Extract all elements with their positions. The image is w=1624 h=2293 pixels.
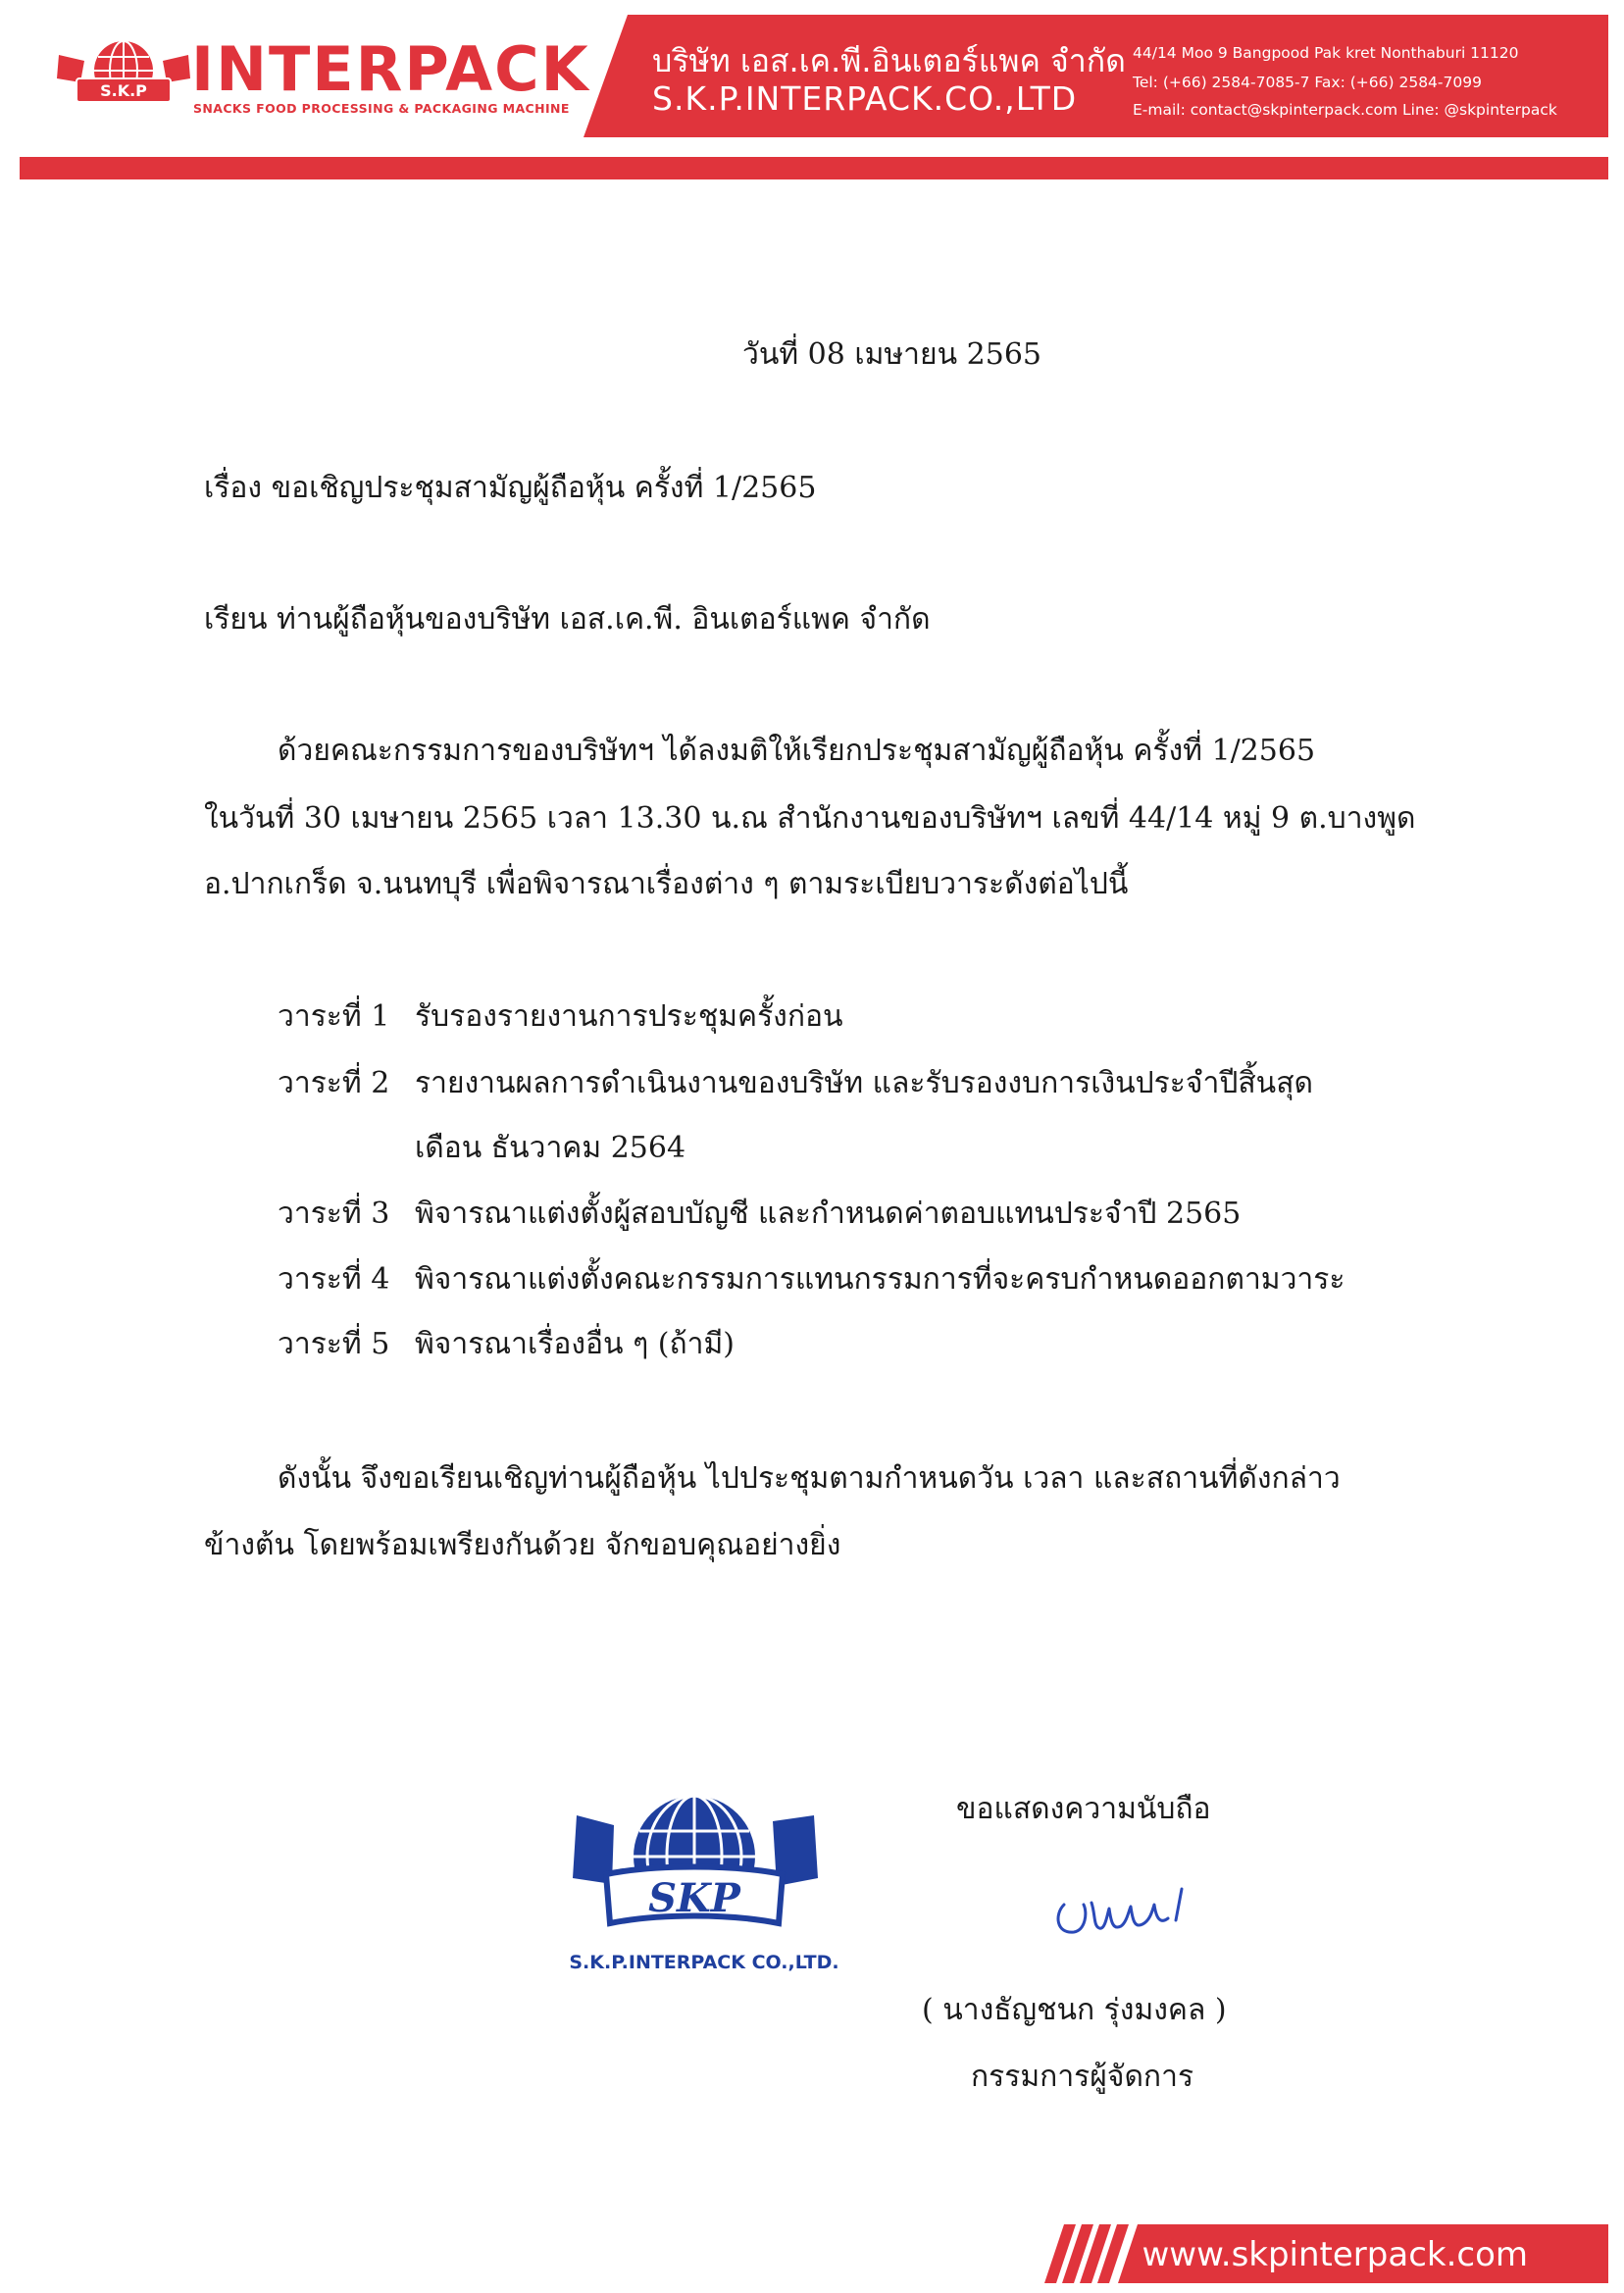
letter-date: วันที่ 08 เมษายน 2565 xyxy=(742,337,1041,372)
intro-line: ด้วยคณะกรรมการของบริษัทฯ ได้ลงมติให้เรียกประชุมสามัญผู้ถือหุ้น ครั้งที่ 1/2565 xyxy=(278,734,1316,768)
company-phone-fax: Tel: (+66) 2584-7085-7 Fax: (+66) 2584-7099 xyxy=(1133,74,1482,91)
company-logo-mark xyxy=(55,35,192,116)
signer-name: ( นางธัญชนก รุ่งมงคล ) xyxy=(922,1993,1227,2027)
handwritten-signature xyxy=(1044,1875,1221,1954)
agenda-item-text-continued: เดือน ธันวาคม 2564 xyxy=(415,1131,686,1165)
company-address: 44/14 Moo 9 Bangpood Pak kret Nonthaburi 11120 xyxy=(1133,44,1519,62)
letter-subject: เรื่อง ขอเชิญประชุมสามัญผู้ถือหุ้น ครั้งที่ 1/2565 xyxy=(204,471,817,505)
logo-wordmark: INTERPACK xyxy=(191,33,590,105)
intro-line: ในวันที่ 30 เมษายน 2565 เวลา 13.30 น.ณ สำนักงานของบริษัทฯ เลขที่ 44/14 หมู่ 9 ต.บางพูด xyxy=(204,801,1416,836)
letter-recipient: เรียน ท่านผู้ถือหุ้นของบริษัท เอส.เค.พี. อินเตอร์แพค จำกัด xyxy=(204,602,931,637)
agenda-item-text: พิจารณาแต่งตั้งคณะกรรมการแทนกรรมการที่จะครบกำหนดออกตามวาระ xyxy=(415,1262,1345,1297)
company-name-thai: บริษัท เอส.เค.พี.อินเตอร์แพค จำกัด xyxy=(652,42,1126,79)
closing-line: ดังนั้น จึงขอเรียนเชิญท่านผู้ถือหุ้น ไปประชุมตามกำหนดวัน เวลา และสถานที่ดังกล่าว xyxy=(278,1461,1341,1496)
agenda-label: วาระที่ 1 xyxy=(278,999,390,1034)
agenda-label: วาระที่ 4 xyxy=(278,1262,390,1297)
company-email-line: E-mail: contact@skpinterpack.com Line: @skpinterpack xyxy=(1133,101,1557,119)
regards: ขอแสดงความนับถือ xyxy=(956,1792,1211,1826)
logo-tagline: SNACKS FOOD PROCESSING & PACKAGING MACHINE xyxy=(193,101,570,116)
agenda-label: วาระที่ 2 xyxy=(278,1066,390,1100)
agenda-item-text: รายงานผลการดำเนินงานของบริษัท และรับรองงบการเงินประจำปีสิ้นสุด xyxy=(415,1066,1313,1100)
agenda-item-text: รับรองรายงานการประชุมครั้งก่อน xyxy=(415,999,843,1034)
letterhead xyxy=(0,0,1624,186)
signer-title: กรรมการผู้จัดการ xyxy=(971,2060,1194,2094)
logo-badge-text: S.K.P xyxy=(100,81,147,100)
stamp-company-name: S.K.P.INTERPACK CO.,LTD. xyxy=(569,1952,839,1973)
company-name-english: S.K.P.INTERPACK.CO.,LTD xyxy=(652,79,1078,118)
stamp-initials: SKP xyxy=(648,1875,740,1921)
company-stamp xyxy=(537,1788,871,1984)
agenda-label: วาระที่ 5 xyxy=(278,1327,390,1361)
agenda-item-text: พิจารณาแต่งตั้งผู้สอบบัญชี และกำหนดค่าตอบแทนประจำปี 2565 xyxy=(415,1197,1242,1231)
agenda-item-text: พิจารณาเรื่องอื่น ๆ (ถ้ามี) xyxy=(415,1327,735,1361)
closing-line: ข้างต้น โดยพร้อมเพรียงกันด้วย จักขอบคุณอย่างยิ่ง xyxy=(204,1528,841,1562)
footer-website: www.skpinterpack.com xyxy=(1142,2235,1528,2274)
agenda-label: วาระที่ 3 xyxy=(278,1197,390,1231)
intro-line: อ.ปากเกร็ด จ.นนทบุรี เพื่อพิจารณาเรื่องต่าง ๆ ตามระเบียบวาระดังต่อไปนี้ xyxy=(204,867,1129,901)
